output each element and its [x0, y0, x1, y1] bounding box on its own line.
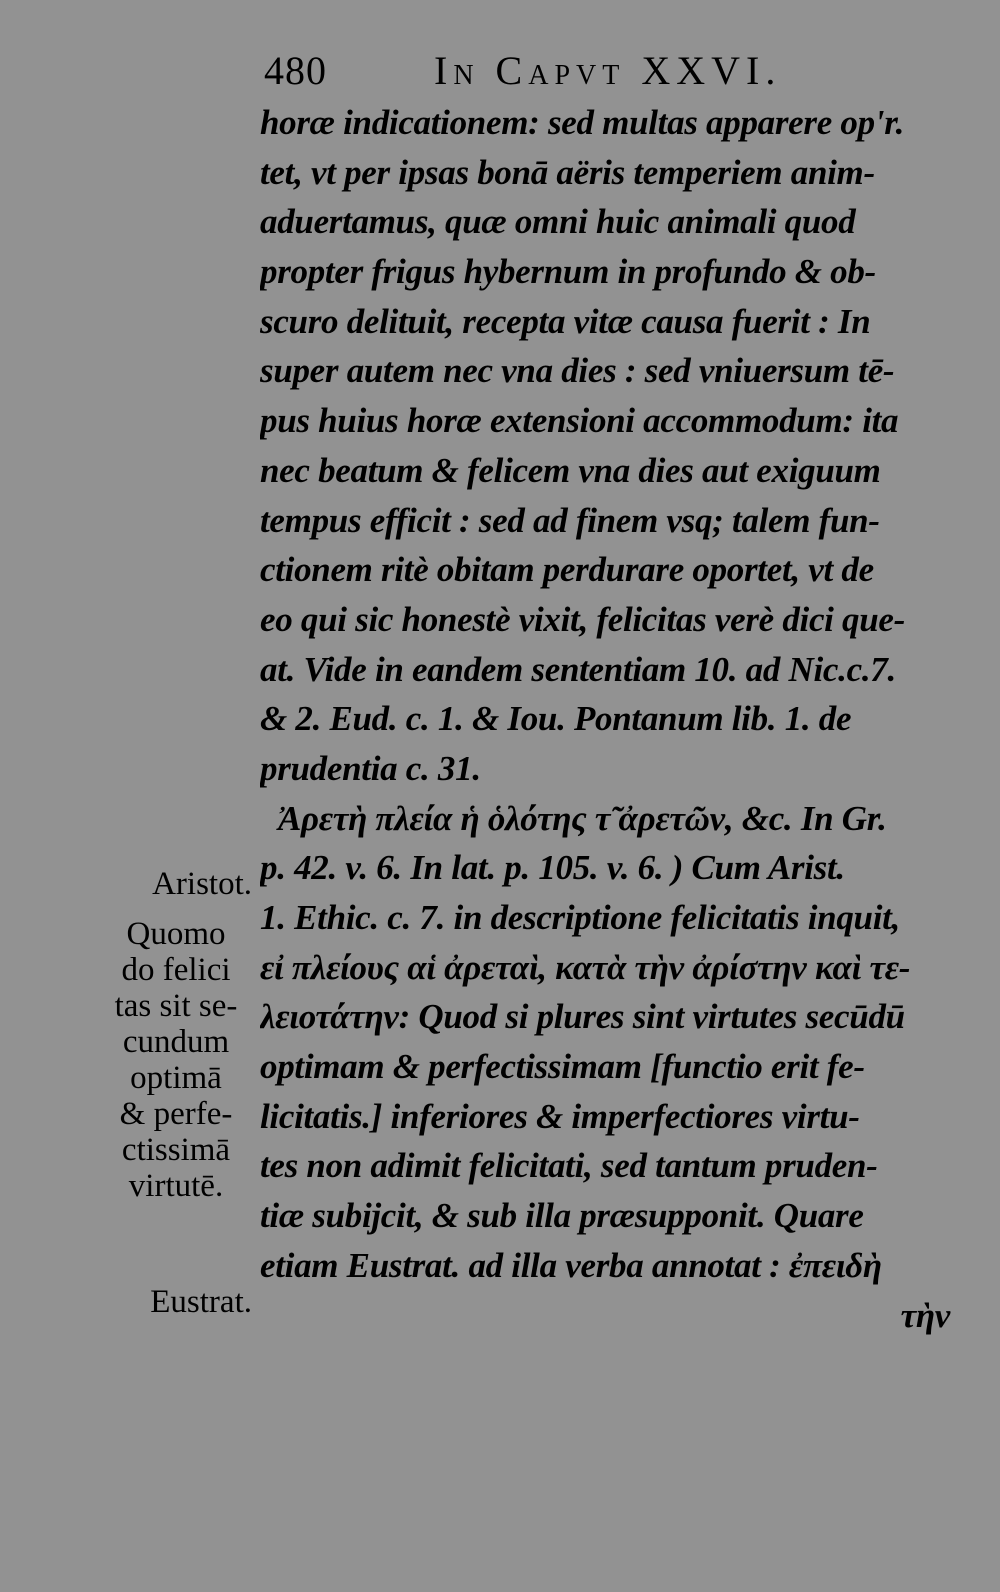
- margin-note-line: Eustrat.: [150, 1284, 252, 1320]
- margin-note-aristot: [100, 866, 252, 902]
- text-line: propter frigus hybernum in profundo & ob-: [260, 252, 876, 292]
- text-line: aduertamus, quæ omni huic animali quod: [260, 202, 856, 242]
- text-line: prudentia c. 31.: [260, 748, 481, 788]
- margin-note-quomodo: [100, 916, 252, 1204]
- margin-note-line: ctissimā: [121, 1132, 231, 1168]
- text-line: eo qui sic honestè vixit, felicitas verè dici que-: [260, 599, 906, 639]
- text-line: tiæ subijcit, & sub illa præsupponit. Quare: [260, 1196, 864, 1236]
- margin-note-line: virtutē.: [128, 1168, 224, 1204]
- margin-note-line: & perfe-: [119, 1096, 233, 1132]
- page-header: [264, 46, 864, 96]
- text-line: 1. Ethic. c. 7. in descriptione felicitatis inquit,: [260, 898, 900, 937]
- catchword: τὴν: [900, 1295, 950, 1335]
- text-line: λειοτάτην: Quod si plures sint virtutes secūdū: [260, 997, 905, 1037]
- text-line: ctionem ritè obitam perdurare oportet, vt de: [260, 550, 874, 590]
- text-line: tet, vt per ipsas bonā aëris temperiem anim-: [260, 152, 875, 192]
- text-line: horæ indicationem: sed multas apparere op'r.: [260, 103, 905, 142]
- text-line: scuro delituit, recepta vitæ causa fuerit : In: [260, 301, 871, 341]
- text-line: pus huius horæ extensioni accommodum: ita: [260, 401, 899, 441]
- text-line: tes non adimit felicitati, sed tantum pruden-: [260, 1146, 878, 1186]
- text-line: at. Vide in eandem sententiam 10. ad Nic.c.7.: [260, 649, 896, 689]
- margin-note-line: optimā: [130, 1060, 222, 1096]
- running-head: In Capvt XXVI.: [434, 48, 782, 93]
- text-line: tempus efficit : sed ad finem vsq; talem fun-: [260, 500, 880, 540]
- text-line: etiam Eustrat. ad illa verba annotat : ἐπειδὴ: [260, 1245, 882, 1285]
- text-line: nec beatum & felicem vna dies aut exiguum: [260, 450, 881, 490]
- text-line: εἰ πλείους αἱ ἀρεταὶ, κατὰ τὴν ἀρίστην καὶ τε-: [260, 947, 911, 987]
- margin-note-line: tas sit se-: [114, 988, 238, 1024]
- greek-lemma-line: Ἀρετὴ πλεία ἡ ὁλότης τ̃ ἀρετῶν, &c. In Gr.: [278, 798, 887, 838]
- text-line: optimam & perfectissimam [functio erit fe-: [260, 1047, 865, 1087]
- text-line: super autem nec vna dies : sed vniuersum tē-: [260, 351, 895, 391]
- margin-note-line: Aristot.: [152, 866, 252, 902]
- text-line: & 2. Eud. c. 1. & Iou. Pontanum lib. 1. de: [260, 699, 852, 739]
- text-line: p. 42. v. 6. In lat. p. 105. v. 6. ) Cum Arist.: [260, 848, 845, 888]
- margin-note-line: do felici: [121, 952, 231, 988]
- margin-note-line: Quomo: [126, 916, 226, 952]
- margin-note-line: cundum: [122, 1024, 230, 1060]
- text-line: licitatis.] inferiores & imperfectiores virtu-: [260, 1096, 860, 1136]
- margin-note-eustrat: [100, 1284, 252, 1320]
- page-number: 480: [264, 48, 327, 93]
- main-text-block: [260, 98, 972, 1340]
